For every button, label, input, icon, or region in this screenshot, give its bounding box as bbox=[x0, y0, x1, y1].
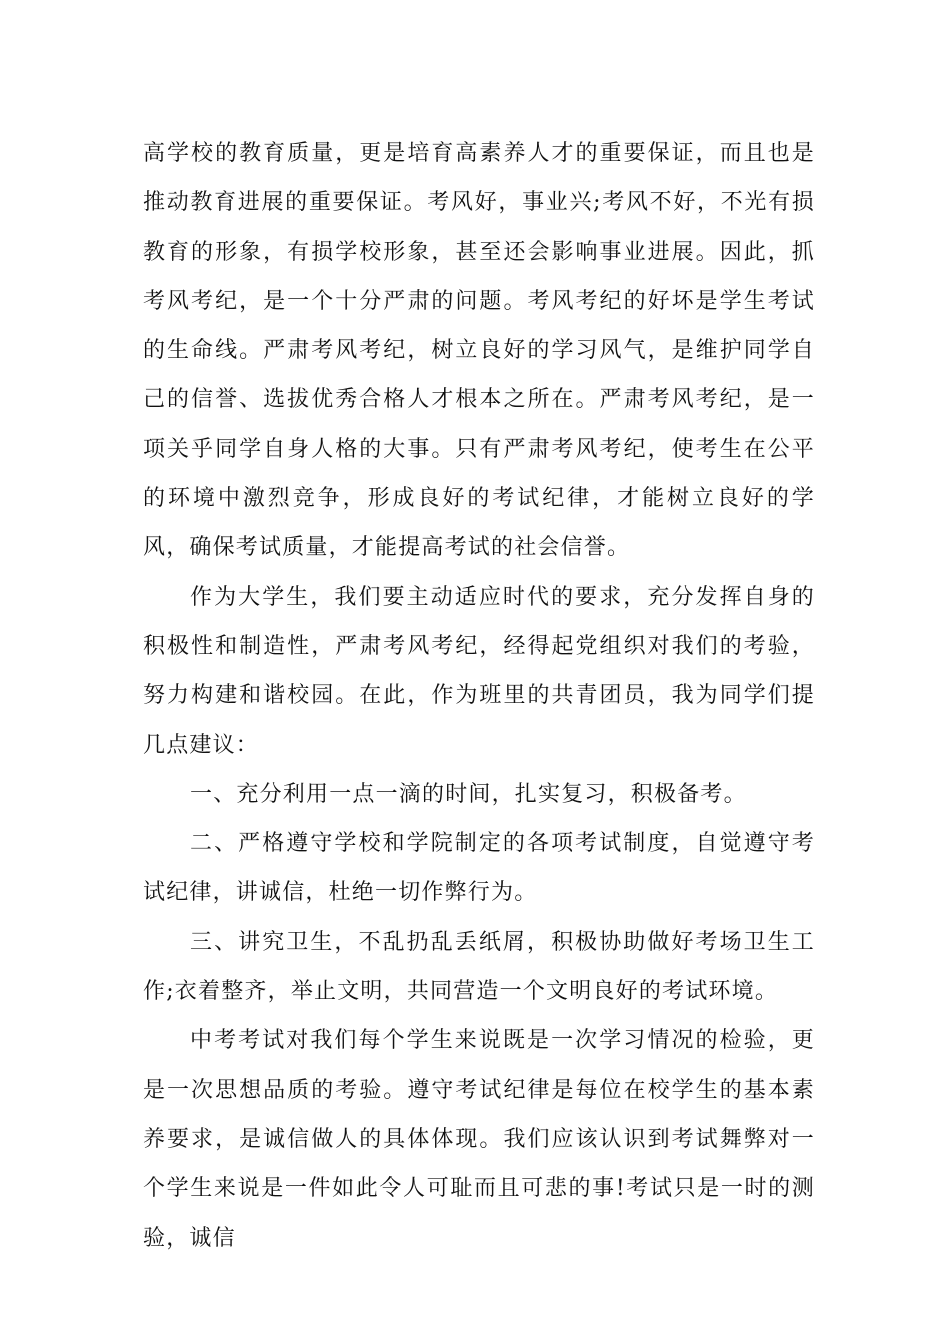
paragraph-exam-integrity: 中考考试对我们每个学生来说既是一次学习情况的检验，更是一次思想品质的考验。遵守考试纪律是每位在校学生的基本素养要求，是诚信做人的具体体现。我们应该认识到考试舞弊对一个学生来说是一件如此令人可耻而且可悲的事!考试只是一时的测验，诚信 bbox=[143, 1028, 815, 1251]
suggestion-item-2: 二、严格遵守学校和学院制定的各项考试制度，自觉遵守考试纪律，讲诚信，杜绝一切作弊行为。 bbox=[143, 831, 815, 906]
paragraph-college-student-role: 作为大学生，我们要主动适应时代的要求，充分发挥自身的积极性和制造性，严肃考风考纪，经得起党组织对我们的考验，努力构建和谐校园。在此，作为班里的共青团员，我为同学们提几点建议： bbox=[143, 584, 815, 758]
suggestion-item-1: 一、充分利用一点一滴的时间，扎实复习，积极备考。 bbox=[190, 781, 747, 807]
suggestion-item-3: 三、讲究卫生，不乱扔乱丢纸屑，积极协助做好考场卫生工作;衣着整齐，举止文明，共同营造一个文明良好的考试环境。 bbox=[143, 929, 815, 1005]
paragraph-exam-discipline-importance: 高学校的教育质量，更是培育高素养人才的重要保证，而且也是推动教育进展的重要保证。考风好，事业兴;考风不好，不光有损教育的形象，有损学校形象，甚至还会影响事业进展。因此，抓考风考纪，是一个十分严肃的问题。考风考纪的好坏是学生考试的生命线。严肃考风考纪，树立良好的学习风气，是维护同学自己的信誉、选拔优秀合格人才根本之所在。严肃考风考纪，是一项关乎同学自身人格的大事。只有严肃考风考纪，使考生在公平的环境中激烈竞争，形成良好的考试纪律，才能树立良好的学风，确保考试质量，才能提高考试的社会信誉。 bbox=[143, 141, 815, 561]
document-body bbox=[143, 129, 815, 1263]
